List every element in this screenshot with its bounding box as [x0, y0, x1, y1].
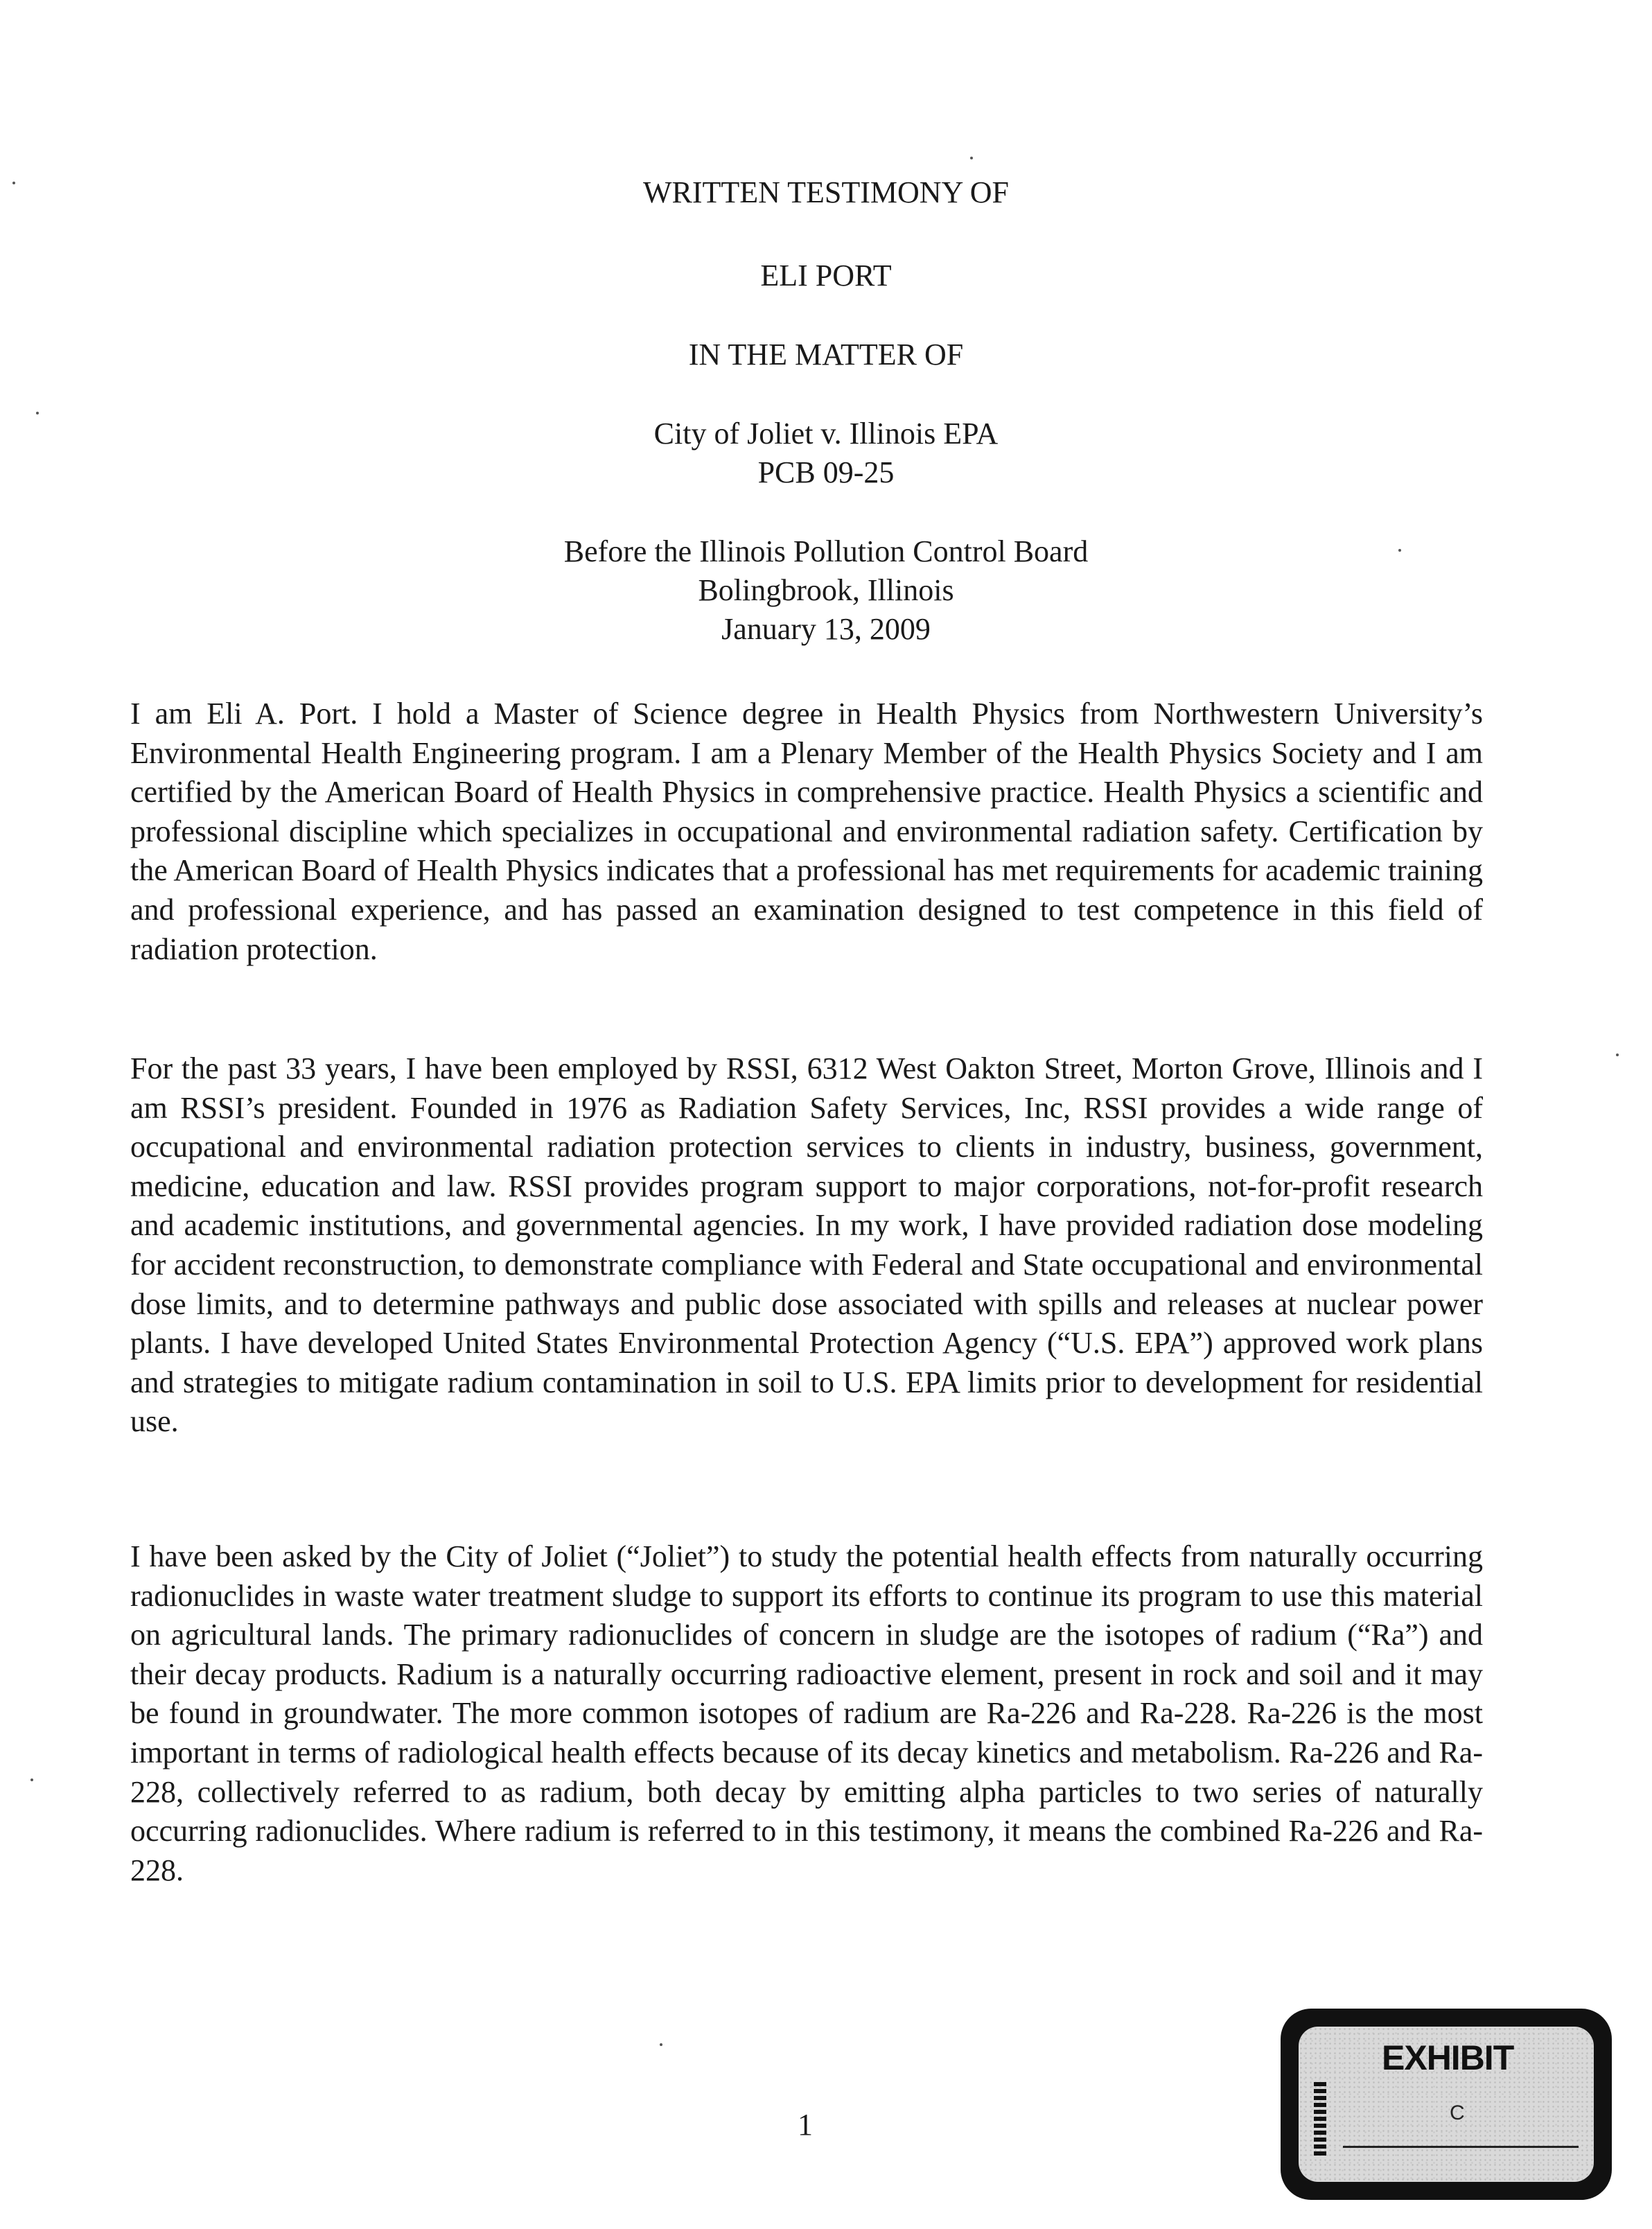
page-number: 1: [798, 2108, 813, 2142]
paragraph-assignment: I have been asked by the City of Joliet (“Joliet”) to study the potential health effects from naturally occurring radionuclides in waste water treatment sludge to support its efforts to continue its program to use this material on agricultural lands. The primary radionuclides of concern in sludge are the isotopes of radium (“Ra”) and their decay products. Radium is a naturally occurring radioactive element, present in rock and soil and it may be found in groundwater. The more common isotopes of radium are Ra-226 and Ra-228. Ra-226 is the most important in terms of radiological health effects because of its decay kinetics and metabolism. Ra-226 and Ra-228, collectively referred to as radium, both decay by emitting alpha particles to two series of naturally occurring radionuclides. Where radium is referred to in this testimony, it means the combined Ra-226 and Ra-228.: [130, 1539, 1483, 1887]
case-name: City of Joliet v. Illinois EPA: [653, 417, 999, 451]
exhibit-title: EXHIBIT: [1382, 2038, 1514, 2077]
case-caption: [0, 414, 1652, 492]
case-number: PCB 09-25: [757, 455, 895, 489]
scan-speck: [30, 1778, 33, 1781]
scan-speck: [660, 2043, 662, 2046]
scan-speck: [1616, 1054, 1619, 1056]
venue-block: [0, 532, 1652, 649]
matter-line: IN THE MATTER OF: [688, 338, 964, 372]
exhibit-letter: C: [1450, 2101, 1465, 2124]
testimony-title: [0, 173, 1652, 212]
matter-heading: [0, 335, 1652, 374]
venue-location: Bolingbrook, Illinois: [698, 573, 954, 607]
exhibit-sticker: [1281, 2009, 1612, 2200]
name-line: ELI PORT: [760, 259, 892, 292]
scan-speck: [36, 412, 39, 414]
scan-speck: [970, 157, 973, 159]
venue-board: Before the Illinois Pollution Control Board: [563, 534, 1089, 568]
exhibit-signature-line: [1343, 2146, 1579, 2148]
title-line: WRITTEN TESTIMONY OF: [643, 175, 1009, 209]
paragraph-employment: For the past 33 years, I have been employed by RSSI, 6312 West Oakton Street, Morton Grove, Illinois and I am RSSI’s president. Founded in 1976 as Radiation Safety Services, Inc, RSSI provides a wide range of occupational and environmental radiation protection services to clients in industry, business, government, medicine, education and law. RSSI provides program support to major corporations, not-for-profit research and academic institutions, and governmental agencies. In my work, I have provided radiation dose modeling for accident reconstruction, to demonstrate compliance with Federal and State occupational and environmental dose limits, and to determine pathways and public dose associated with spills and releases at nuclear power plants. I have developed United States Environmental Protection Agency (“U.S. EPA”) approved work plans and strategies to mitigate radium contamination in soil to U.S. EPA limits prior to development for residential use.: [130, 1051, 1483, 1439]
scan-speck: [12, 182, 15, 184]
witness-name: [0, 256, 1652, 295]
paragraph-qualifications: I am Eli A. Port. I hold a Master of Science degree in Health Physics from Northwestern University’s Environmental Health Engineering program. I am a Plenary Member of the Health Physics Society and I am certified by the American Board of Health Physics in comprehensive practice. Health Physics a scientific and professional discipline which specializes in occupational and environmental radiation safety. Certification by the American Board of Health Physics indicates that a professional has met requirements for academic training and professional experience, and has passed an examination designed to test competence in this field of radiation protection.: [130, 697, 1483, 966]
exhibit-maker-logo-icon: [1314, 2082, 1326, 2158]
venue-date: January 13, 2009: [721, 612, 931, 646]
exhibit-label-area: [1299, 2027, 1594, 2182]
scan-speck: [1398, 549, 1401, 552]
